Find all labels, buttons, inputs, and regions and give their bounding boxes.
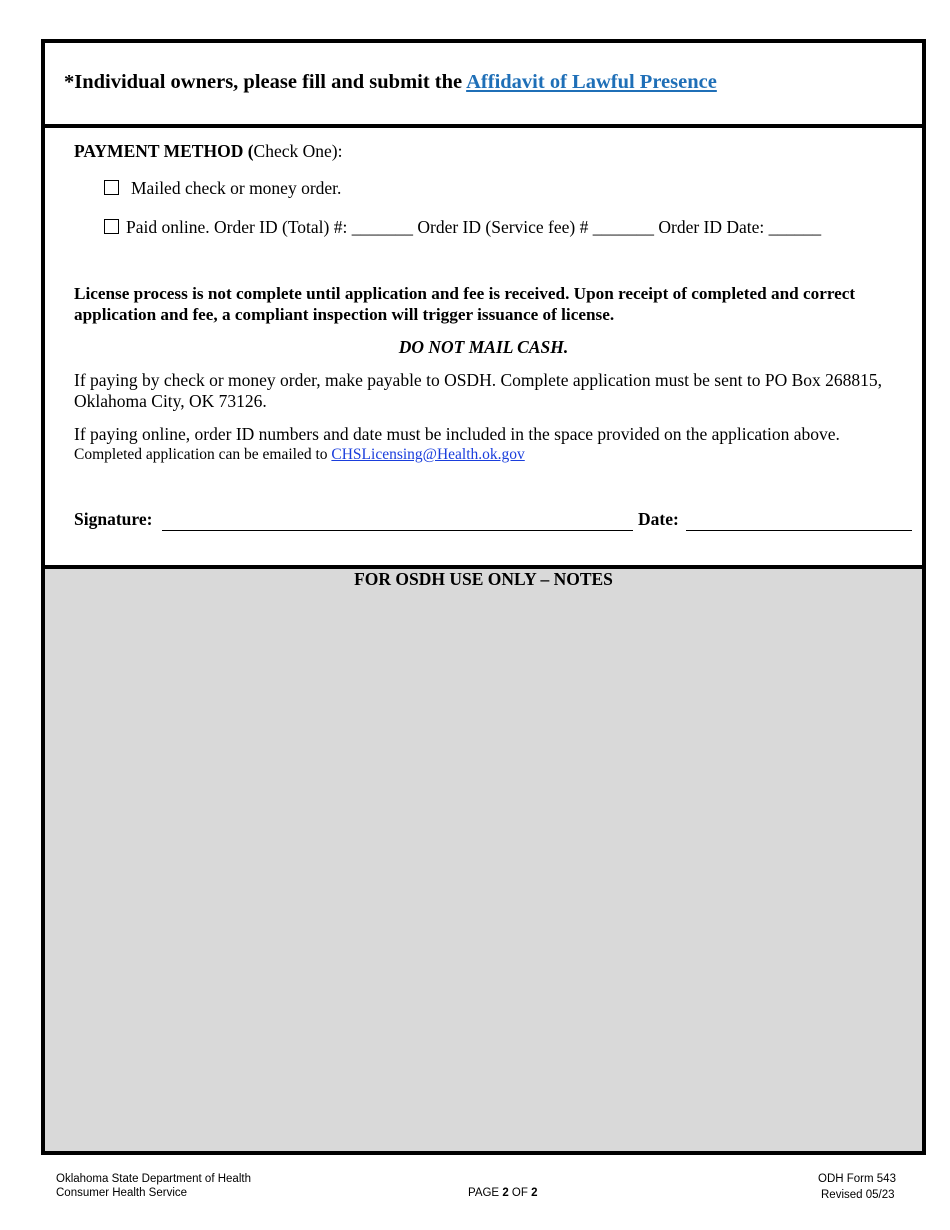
option-online-row bbox=[104, 217, 821, 238]
license-process-notice: License process is not complete until application and fee is received. Upon receipt of completed and correct application and fee, a compliant inspection will trigger issuance of license. bbox=[74, 284, 856, 324]
option-mailed-label: Mailed check or money order. bbox=[131, 178, 342, 198]
email-instruction bbox=[74, 446, 525, 464]
payment-method-title-bold: PAYMENT METHOD ( bbox=[74, 141, 254, 161]
online-instructions: If paying online, order ID numbers and date must be included in the space provided on the application above. bbox=[74, 424, 840, 444]
mailed-checkbox[interactable] bbox=[104, 180, 119, 195]
osdh-notes-area[interactable] bbox=[45, 569, 922, 1151]
option-mailed-row bbox=[104, 178, 341, 199]
affidavit-section bbox=[45, 43, 922, 128]
footer-form-id: ODH Form 543 bbox=[818, 1173, 896, 1185]
form-frame bbox=[41, 39, 926, 1155]
payment-section bbox=[45, 128, 922, 569]
notes-title: FOR OSDH USE ONLY – NOTES bbox=[354, 569, 613, 589]
footer-page-number bbox=[468, 1187, 538, 1199]
page-total: 2 bbox=[531, 1187, 538, 1199]
page-prefix: PAGE bbox=[468, 1187, 503, 1199]
page-of: OF bbox=[508, 1187, 532, 1199]
payment-method-title-rest: Check One): bbox=[253, 141, 343, 161]
affidavit-link[interactable]: Affidavit of Lawful Presence bbox=[466, 71, 717, 93]
email-prefix: Completed application can be emailed to bbox=[74, 446, 332, 463]
signature-label: Signature: bbox=[74, 509, 153, 529]
affidavit-prefix: *Individual owners, please fill and submit the bbox=[64, 71, 467, 93]
email-link[interactable]: CHSLicensing@Health.ok.gov bbox=[331, 446, 525, 463]
date-label: Date: bbox=[638, 509, 679, 529]
payment-method-title bbox=[74, 141, 342, 162]
date-field[interactable] bbox=[686, 530, 912, 531]
online-checkbox[interactable] bbox=[104, 219, 119, 234]
signature-field[interactable] bbox=[162, 530, 633, 531]
footer-org-name: Oklahoma State Department of Health bbox=[56, 1173, 251, 1185]
check-instructions: If paying by check or money order, make payable to OSDH. Complete application must be sent to PO Box 268815, Oklahoma City, OK 73126. bbox=[74, 370, 883, 411]
option-online-label: Paid online. Order ID (Total) #: _______ Order ID (Service fee) # _______ Order ID Date: ______ bbox=[126, 217, 822, 237]
page-current: 2 bbox=[502, 1187, 509, 1199]
affidavit-instruction bbox=[64, 71, 717, 94]
no-cash-warning: DO NOT MAIL CASH. bbox=[398, 337, 569, 357]
footer-revised: Revised 05/23 bbox=[821, 1189, 895, 1201]
footer-org-division: Consumer Health Service bbox=[56, 1187, 188, 1199]
